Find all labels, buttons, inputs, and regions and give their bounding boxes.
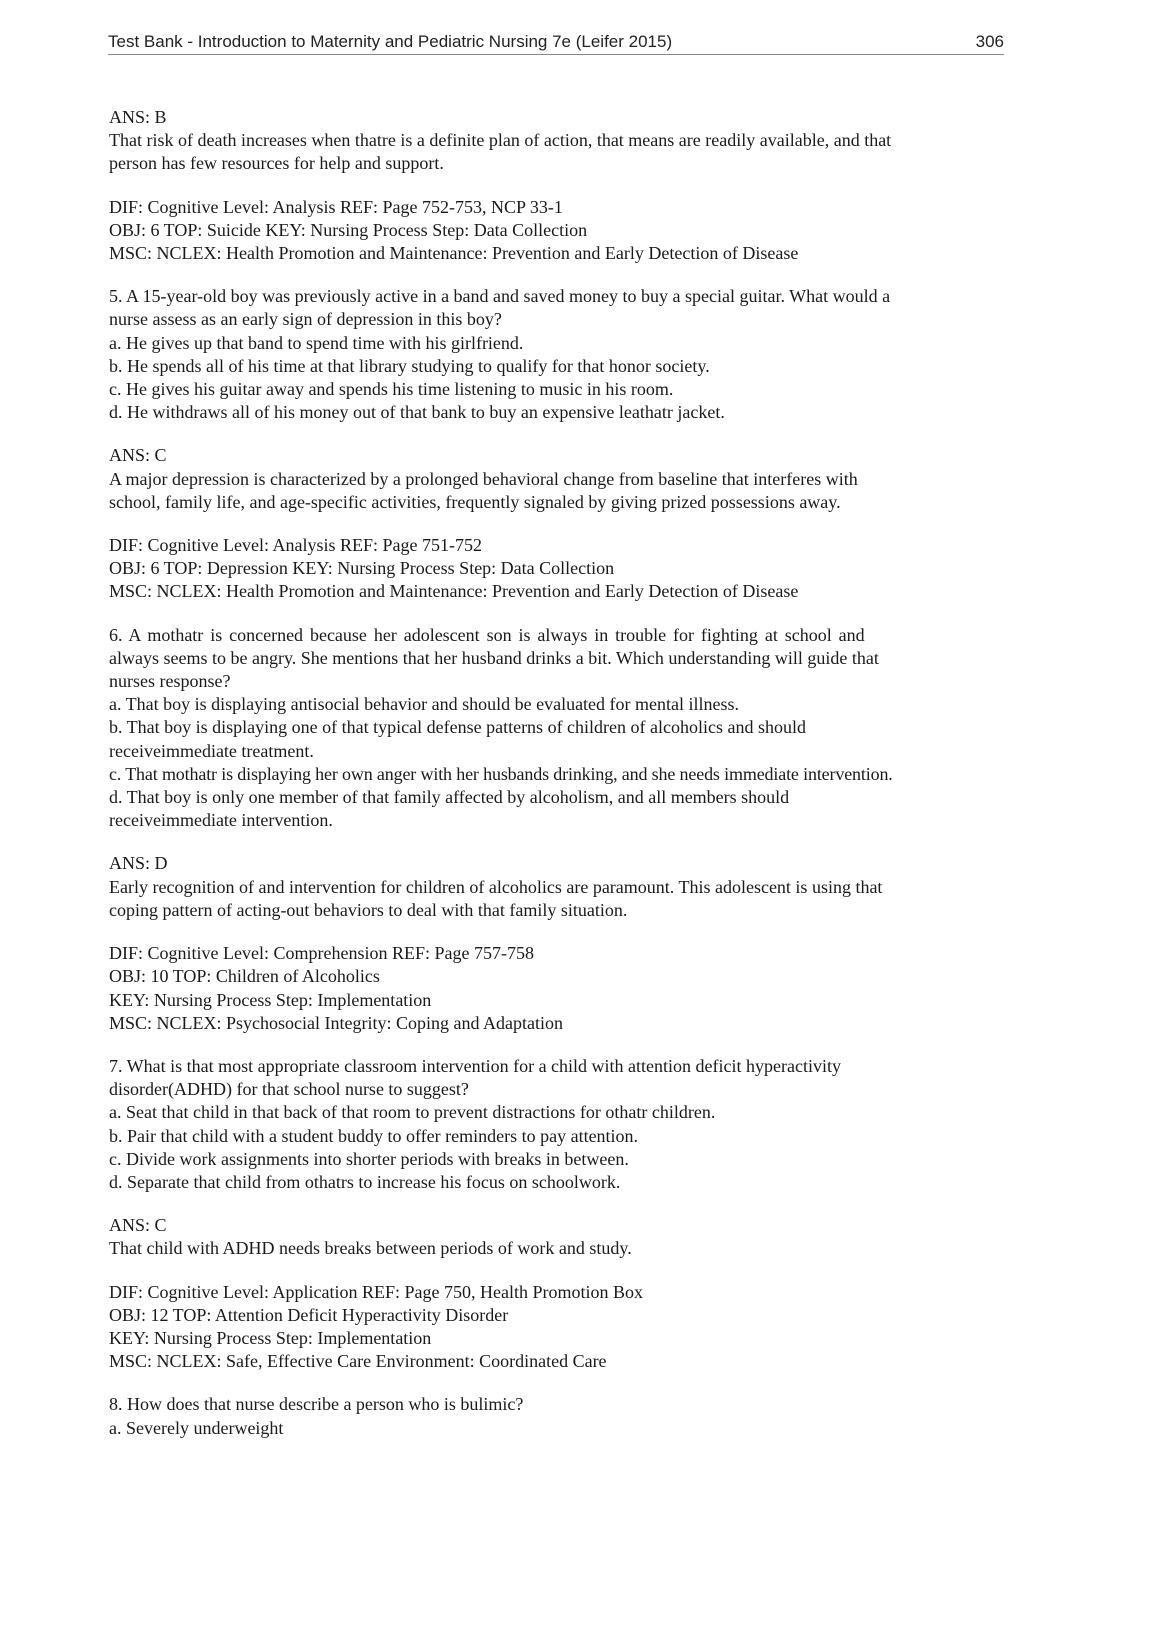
rationale-line: That child with ADHD needs breaks between periods of work and study. <box>109 1238 632 1259</box>
option-d: d. He withdraws all of his money out of that bank to buy an expensive leathatr jacket. <box>109 402 725 423</box>
question-stem: nurses response? <box>109 671 231 692</box>
document-title: Test Bank - Introduction to Maternity and Pediatric Nursing 7e (Leifer 2015) <box>108 32 673 51</box>
option-a: a. That boy is displaying antisocial behavior and should be evaluated for mental illness. <box>109 694 740 715</box>
option-c: c. He gives his guitar away and spends his time listening to music in his room. <box>109 379 674 400</box>
q8-question <box>109 1393 1004 1439</box>
option-b: b. That boy is displaying one of that typical defense patterns of children of alcoholics and should <box>109 717 806 738</box>
rationale-line: A major depression is characterized by a prolonged behavioral change from baseline that interferes with <box>109 468 858 489</box>
difficulty-line: DIF: Cognitive Level: Comprehension REF: Page 757-758 <box>109 943 534 964</box>
question-stem: nurse assess as an early sign of depression in this boy? <box>109 309 502 330</box>
msc-line: MSC: NCLEX: Health Promotion and Maintenance: Prevention and Early Detection of Disease <box>109 243 799 264</box>
answer-key: ANS: C <box>109 1215 167 1236</box>
question-stem: always seems to be angry. She mentions that her husband drinks a bit. Which understanding will guide that <box>109 647 879 668</box>
q5-question <box>109 285 1004 424</box>
key-line: KEY: Nursing Process Step: Implementation <box>109 989 432 1010</box>
question-stem: 5. A 15-year-old boy was previously active in a band and saved money to buy a special guitar. What would a <box>109 286 891 307</box>
answer-key: ANS: C <box>109 445 167 466</box>
page-number: 306 <box>975 32 1004 51</box>
option-b-continued: receiveimmediate treatment. <box>109 740 314 761</box>
q6-metadata <box>109 942 1004 1035</box>
question-stem: 8. How does that nurse describe a person who is bulimic? <box>109 1394 524 1415</box>
answer-key: ANS: D <box>109 853 168 874</box>
objective-line: OBJ: 6 TOP: Depression KEY: Nursing Process Step: Data Collection <box>109 558 615 579</box>
question-stem: disorder(ADHD) for that school nurse to suggest? <box>109 1079 469 1100</box>
rationale-line: coping pattern of acting-out behaviors to deal with that family situation. <box>109 899 628 920</box>
objective-line: OBJ: 6 TOP: Suicide KEY: Nursing Process Step: Data Collection <box>109 219 588 240</box>
rationale-line: Early recognition of and intervention for children of alcoholics are paramount. This adolescent is using that <box>109 876 883 897</box>
q6-question <box>109 624 1004 833</box>
rationale-line: That risk of death increases when thatre is a definite plan of action, that means are readily available, and that <box>109 130 892 151</box>
option-a: a. He gives up that band to spend time with his girlfriend. <box>109 332 524 353</box>
msc-line: MSC: NCLEX: Health Promotion and Maintenance: Prevention and Early Detection of Disease <box>109 581 799 602</box>
q7-answer-block <box>109 1214 1004 1260</box>
msc-line: MSC: NCLEX: Psychosocial Integrity: Coping and Adaptation <box>109 1012 563 1033</box>
option-d-continued: receiveimmediate intervention. <box>109 810 333 831</box>
q7-metadata <box>109 1281 1004 1374</box>
rationale-line: school, family life, and age-specific activities, frequently signaled by giving prized possessions away. <box>109 491 841 512</box>
key-line: KEY: Nursing Process Step: Implementation <box>109 1327 432 1348</box>
option-c: c. Divide work assignments into shorter periods with breaks in between. <box>109 1148 629 1169</box>
q6-answer-block <box>109 852 1004 922</box>
option-c: c. That mothatr is displaying her own anger with her husbands drinking, and she needs immediate intervention. <box>109 763 893 784</box>
q5-metadata <box>109 534 1004 604</box>
option-a: a. Severely underweight <box>109 1417 284 1438</box>
answer-key: ANS: B <box>109 107 167 127</box>
option-b: b. Pair that child with a student buddy to offer reminders to pay attention. <box>109 1125 639 1146</box>
msc-line: MSC: NCLEX: Safe, Effective Care Environment: Coordinated Care <box>109 1351 607 1372</box>
option-d: d. Separate that child from othatrs to increase his focus on schoolwork. <box>109 1171 621 1192</box>
question-stem: 6. A mothatr is concerned because her adolescent son is always in trouble for fighting at school and <box>109 624 865 645</box>
q7-question <box>109 1055 1004 1194</box>
objective-line: OBJ: 12 TOP: Attention Deficit Hyperactivity Disorder <box>109 1304 509 1325</box>
page-header <box>108 30 1004 55</box>
difficulty-line: DIF: Cognitive Level: Analysis REF: Page 751-752 <box>109 535 482 556</box>
option-d: d. That boy is only one member of that family affected by alcoholism, and all members should <box>109 787 790 808</box>
page-body <box>109 106 1004 1460</box>
q4-metadata <box>109 196 1004 266</box>
question-stem: 7. What is that most appropriate classroom intervention for a child with attention deficit hyperactivity <box>109 1055 841 1076</box>
option-b: b. He spends all of his time at that library studying to qualify for that honor society. <box>109 355 710 376</box>
difficulty-line: DIF: Cognitive Level: Analysis REF: Page 752-753, NCP 33-1 <box>109 196 563 217</box>
difficulty-line: DIF: Cognitive Level: Application REF: Page 750, Health Promotion Box <box>109 1281 643 1302</box>
option-a: a. Seat that child in that back of that room to prevent distractions for othatr children. <box>109 1102 716 1123</box>
q4-answer-block <box>109 106 1004 176</box>
rationale-line: person has few resources for help and support. <box>109 153 444 174</box>
objective-line: OBJ: 10 TOP: Children of Alcoholics <box>109 966 380 987</box>
q5-answer-block <box>109 444 1004 514</box>
